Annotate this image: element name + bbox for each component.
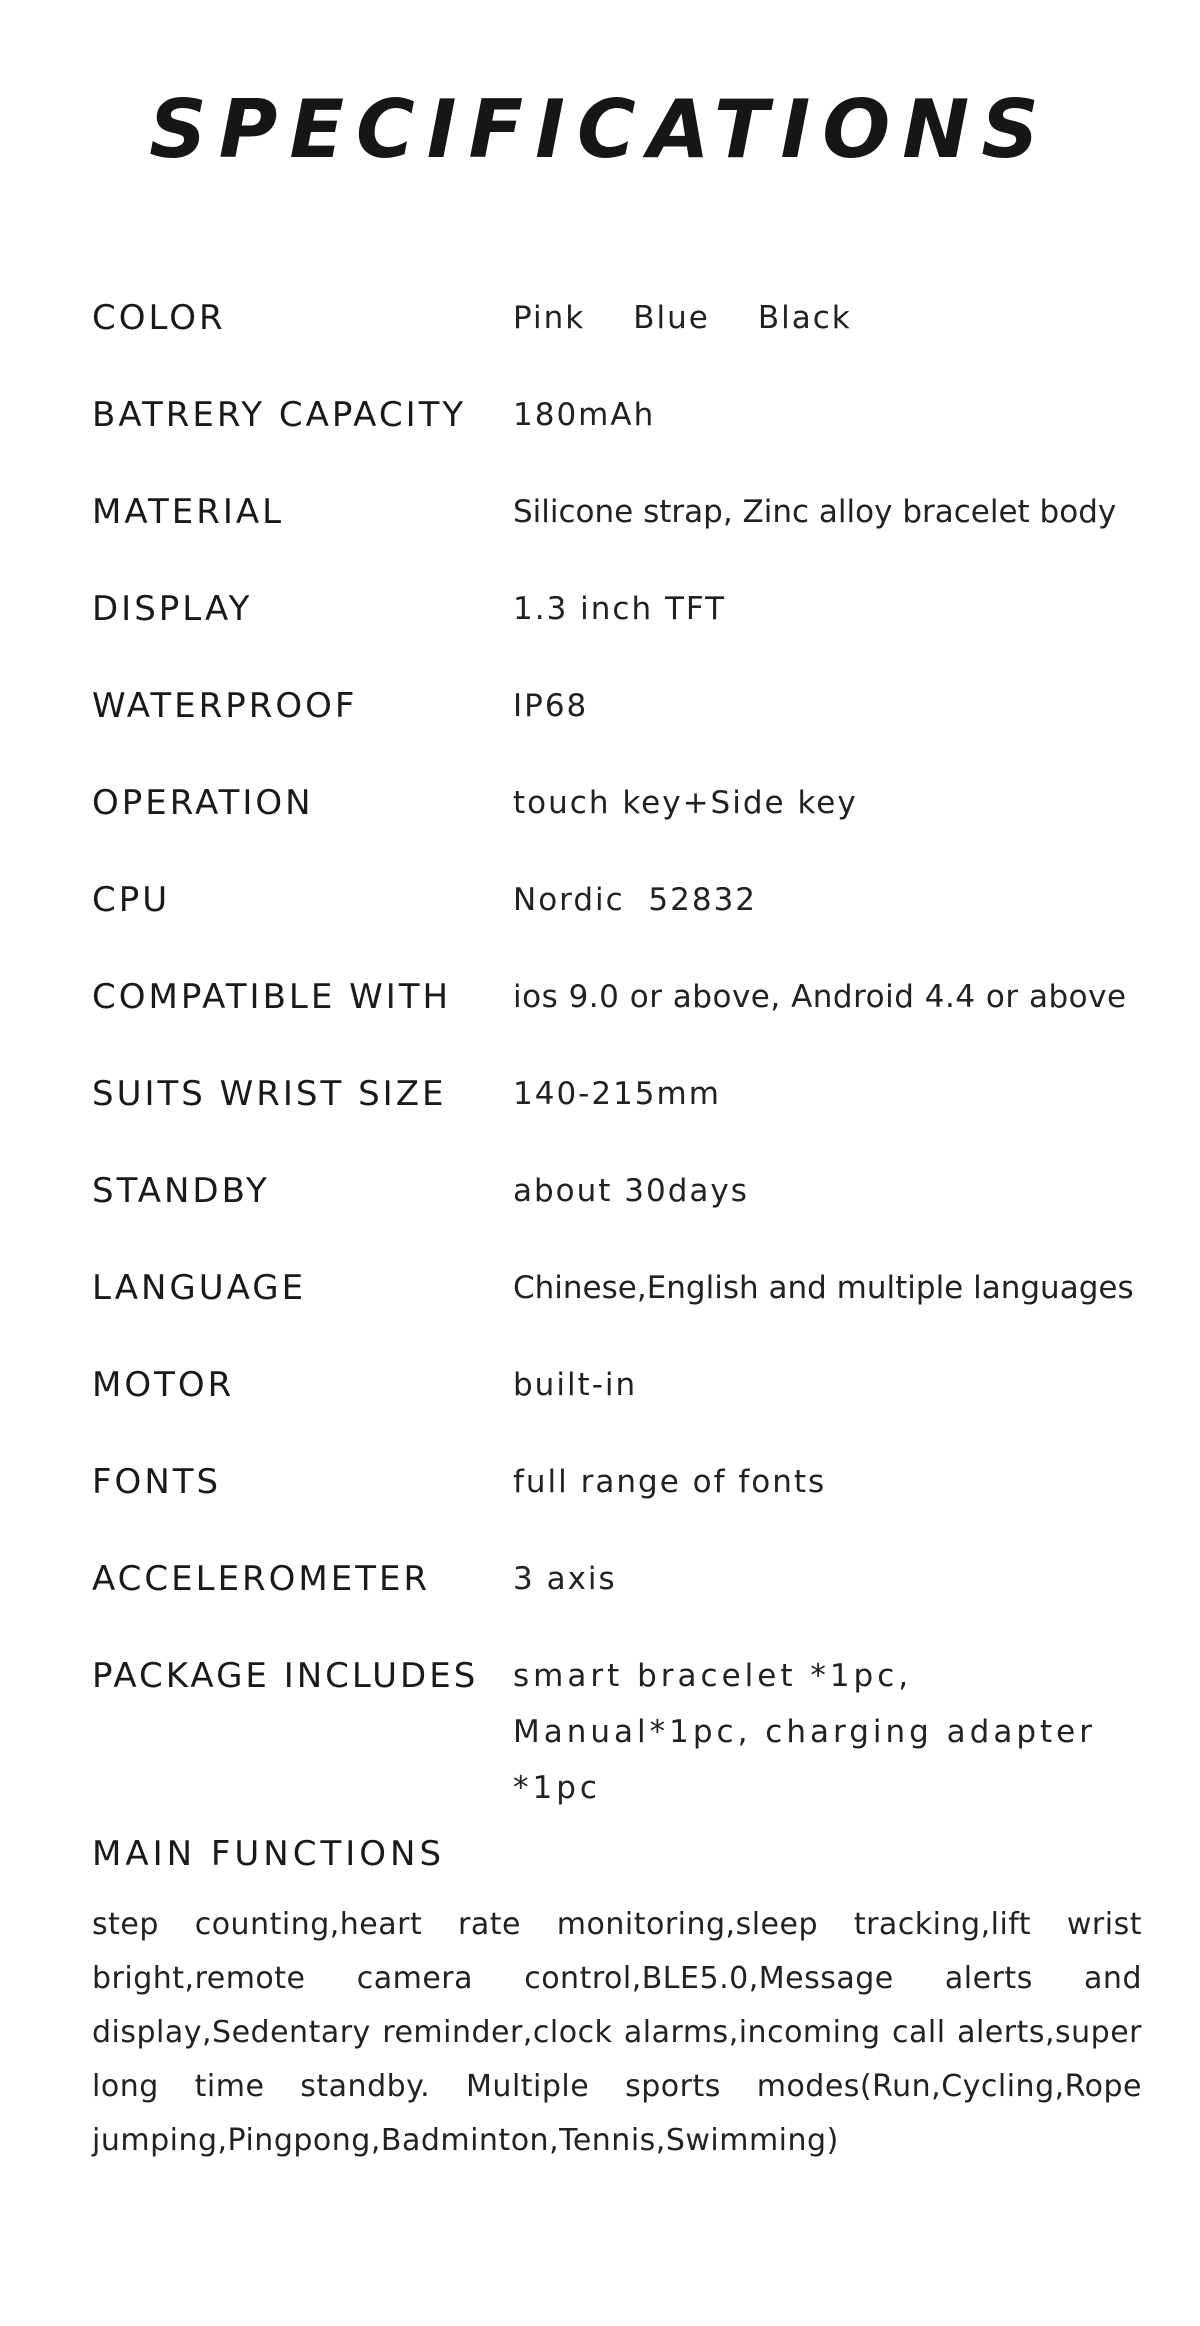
spec-value-cpu: Nordic 52832	[513, 882, 758, 918]
spec-value-material: Silicone strap, Zinc alloy bracelet body	[513, 494, 1117, 530]
main-functions-description: step counting,heart rate monitoring,sleep tracking,lift wrist bright,remote camera control,BLE5.0,Message alerts and display,Sedentary reminder,clock alarms,incoming call alerts,super long time standby. Multiple sports modes(Run,Cycling,Rope jumping,Pingpong,Badminton,Tennis,Swimming)	[92, 1907, 1142, 2158]
spec-value-language: Chinese,English and multiple languages	[513, 1270, 1134, 1306]
page-title: SPECIFICATIONS	[149, 83, 1051, 176]
color-option-pink: Pink	[513, 300, 586, 336]
spec-label-accelerometer: ACCELEROMETER	[92, 1559, 431, 1599]
spec-row-waterproof	[0, 678, 1200, 775]
spec-value-wrist-size: 140-215mm	[513, 1076, 721, 1112]
spec-row-material	[0, 484, 1200, 581]
spec-row-motor	[0, 1357, 1200, 1454]
spec-label-compatible: COMPATIBLE WITH	[92, 977, 452, 1017]
spec-value-fonts: full range of fonts	[513, 1464, 827, 1500]
spec-label-language: LANGUAGE	[92, 1268, 307, 1308]
spec-label-fonts: FONTS	[92, 1462, 222, 1502]
spec-value-compatible: ios 9.0 or above, Android 4.4 or above	[513, 979, 1127, 1015]
spec-row-battery	[0, 387, 1200, 484]
spec-row-accelerometer	[0, 1551, 1200, 1648]
spec-label-battery: BATRERY CAPACITY	[92, 395, 467, 435]
spec-label-package: PACKAGE INCLUDES	[92, 1656, 479, 1696]
spec-row-compatible	[0, 969, 1200, 1066]
spec-row-color	[0, 290, 1200, 387]
spec-value-accelerometer: 3 axis	[513, 1561, 617, 1597]
spec-row-fonts	[0, 1454, 1200, 1551]
spec-row-operation	[0, 775, 1200, 872]
spec-value-battery: 180mAh	[513, 397, 656, 433]
spec-value-standby: about 30days	[513, 1173, 749, 1209]
spec-value-operation: touch key+Side key	[513, 785, 858, 821]
spec-label-wrist-size: SUITS WRIST SIZE	[92, 1074, 447, 1114]
spec-row-wrist-size	[0, 1066, 1200, 1163]
main-functions-heading: MAIN FUNCTIONS	[92, 1834, 446, 1874]
spec-label-standby: STANDBY	[92, 1171, 270, 1211]
spec-value-package: smart bracelet *1pc, Manual*1pc, charging adapter *1pc	[513, 1658, 1096, 1806]
specifications-list	[0, 290, 1200, 1838]
spec-label-color: COLOR	[92, 298, 226, 338]
color-option-blue: Blue	[633, 300, 710, 336]
color-option-black: Black	[757, 300, 852, 336]
spec-label-cpu: CPU	[92, 880, 171, 920]
spec-row-language	[0, 1260, 1200, 1357]
spec-label-material: MATERIAL	[92, 492, 285, 532]
spec-row-standby	[0, 1163, 1200, 1260]
spec-label-display: DISPLAY	[92, 589, 253, 629]
spec-label-waterproof: WATERPROOF	[92, 686, 358, 726]
spec-row-package	[0, 1648, 1200, 1838]
spec-value-motor: built-in	[513, 1367, 638, 1403]
spec-row-display	[0, 581, 1200, 678]
spec-value-display: 1.3 inch TFT	[513, 591, 727, 627]
spec-label-motor: MOTOR	[92, 1365, 235, 1405]
spec-label-operation: OPERATION	[92, 783, 314, 823]
spec-value-waterproof: IP68	[513, 688, 589, 724]
spec-value-color	[513, 290, 1153, 346]
spec-row-cpu	[0, 872, 1200, 969]
